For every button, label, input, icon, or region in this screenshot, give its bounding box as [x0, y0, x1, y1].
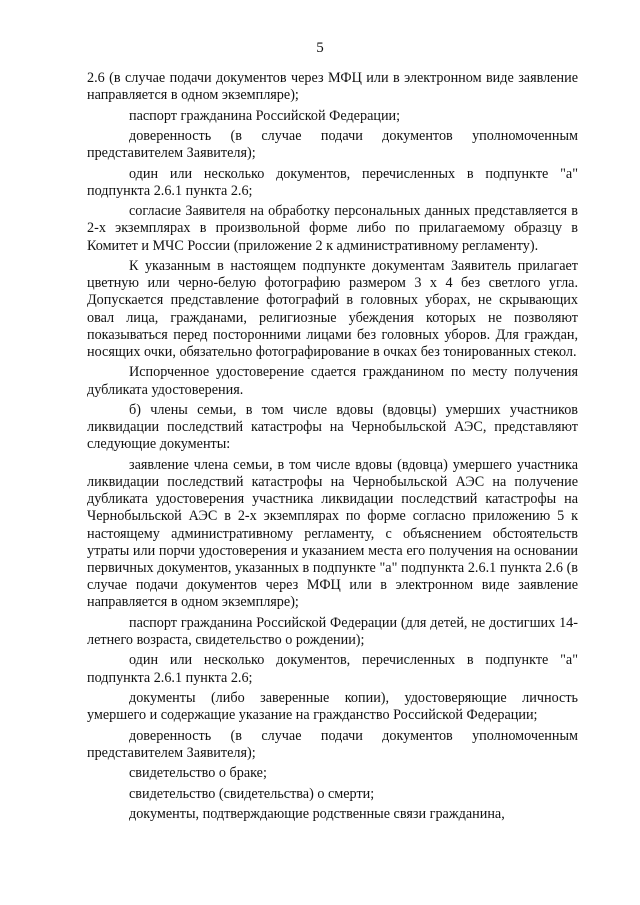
paragraph: доверенность (в случае подачи документов уполномоченным представителем Заявителя);	[87, 727, 578, 761]
document-body	[87, 70, 578, 826]
paragraph: б) члены семьи, в том числе вдовы (вдовцы) умерших участников ликвидации последствий катастрофы на Чернобыльской АЭС, представляют следующие документы:	[87, 401, 578, 453]
paragraph: документы (либо заверенные копии), удостоверяющие личность умершего и содержащие указание на гражданство Российской Федерации;	[87, 689, 578, 724]
paragraph: паспорт гражданина Российской Федерации;	[129, 107, 401, 124]
paragraph: 2.6 (в случае подачи документов через МФЦ или в электронном виде заявление направляется в одном экземпляре);	[87, 70, 578, 104]
paragraph: один или несколько документов, перечисленных в подпункте "а" подпункта 2.6.1 пункта 2.6;	[87, 165, 578, 199]
page-number: 5	[316, 40, 324, 56]
paragraph: согласие Заявителя на обработку персональных данных представляется в 2-х экземплярах в произвольной форме либо по прилагаемому образцу в Комитет и МЧС России (приложение 2 к административному регламенту).	[87, 203, 578, 254]
paragraph: доверенность (в случае подачи документов уполномоченным представителем Заявителя);	[87, 127, 578, 162]
paragraph: заявление члена семьи, в том числе вдовы (вдовца) умершего участника ликвидации последствий катастрофы на Чернобыльской АЭС на получение дубликата удостоверения участника ликвидации последствий катастрофы на Чернобыльской АЭС в 2-х экземплярах по форме согласно приложению 5 к настоящему административному регламенту, с объяснением обстоятельств утраты или порчи удостоверения и указанием места его получения на основании первичных документов, указанных в подпункте "а" подпункта 2.6.1 пункта 2.6 (в случае подачи документов через МФЦ или в электронном виде заявление направляется в одном экземпляре);	[87, 456, 578, 611]
paragraph: свидетельство (свидетельства) о смерти;	[129, 785, 375, 802]
paragraph: Испорченное удостоверение сдается гражданином по месту получения дубликата удостоверения.	[87, 364, 578, 398]
paragraph: документы, подтверждающие родственные связи гражданина,	[129, 805, 505, 822]
paragraph: К указанным в настоящем подпункте документам Заявитель прилагает цветную или черно-белую фотографию размером 3 x 4 без светлого угла. Допускается представление фотографий в головных уборах, не скрывающих овал лица, гражданами, религиозные убеждения которых не позволяют показываться перед посторонними лицами без головных уборов. Для граждан, носящих очки, обязательно фотографирование в очках без тонированных стекол.	[87, 257, 578, 360]
paragraph: свидетельство о браке;	[129, 765, 267, 782]
paragraph: один или несколько документов, перечисленных в подпункте "а" подпункта 2.6.1 пункта 2.6;	[87, 652, 578, 686]
paragraph: паспорт гражданина Российской Федерации (для детей, не достигших 14-летнего возраста, свидетельство о рождении);	[87, 614, 578, 648]
